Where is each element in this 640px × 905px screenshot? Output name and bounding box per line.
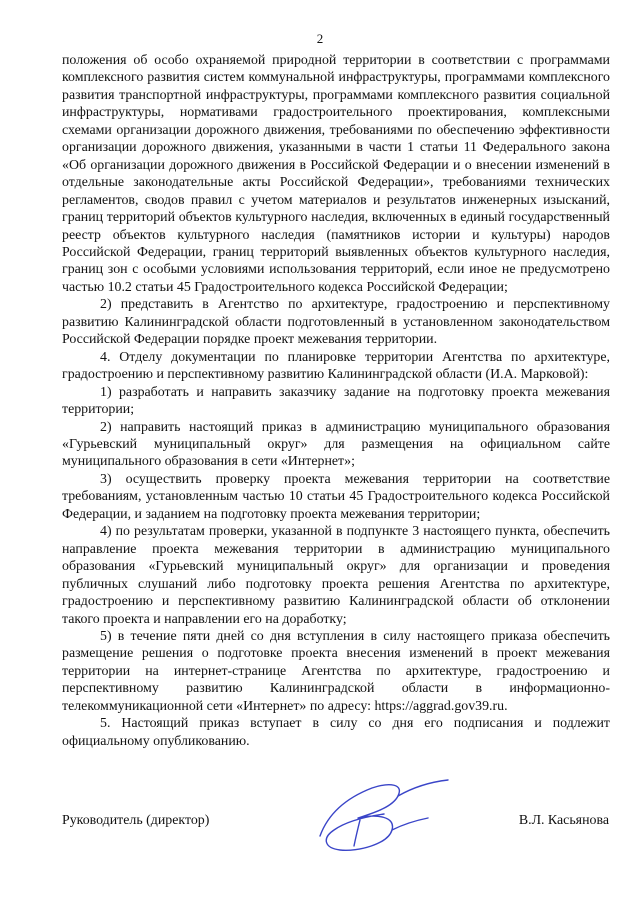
paragraph-section-4: 4. Отделу документации по планировке территории Агентства по архитектуре, градостроению и перспективному развитию Калининградской области (И.А. Марковой): (62, 349, 610, 383)
signatory-position: Руководитель (директор) (62, 813, 210, 828)
page-number: 2 (316, 31, 324, 46)
paragraph-section-4-item-1: 1) разработать и направить заказчику задание на подготовку проекта межевания территории; (62, 384, 610, 418)
paragraph-item-2-submit-project: 2) представить в Агентство по архитектуре, градостроению и перспективному развитию Калининградской области подготовленный в установленном законодательством Российской Федерации порядке проект межевания территории. (62, 297, 610, 348)
paragraph-section-4-item-3: 3) осуществить проверку проекта межевания территории на соответствие требованиям, установленным частью 10 статьи 45 Градостроительного кодекса Российской Федерации, и заданием на подготовку проекта межевания территории; (62, 471, 610, 522)
paragraph-continuation: положения об особо охраняемой природной территории в соответствии с программами комплексного развития систем коммунальной инфраструктуры, программами комплексного развития транспортной инфраструктуры, программами комплексного развития социальной инфраструктуры, нормативами градостроительного проектирования, комплексными схемами организации дорожного движения, требованиями по обеспечению эффективности организации дорожного движения, указанными в части 1 статьи 11 Федерального закона «Об организации дорожного движения в Российской Федерации и о внесении изменений в отдельные законодательные акты Российской Федерации», требованиями технических регламентов, сводов правил с учетом материалов и результатов инженерных изысканий, границ территорий объектов культурного наследия, включенных в единый государственный реестр объектов культурного наследия (памятников истории и культуры) народов Российской Федерации, границ территорий выявленных объектов культурного наследия, границ зон с особыми условиями использования территорий, если иное не предусмотрено частью 10.2 статьи 45 Градостроительного кодекса Российской Федерации; (62, 53, 610, 295)
paragraph-section-4-item-4: 4) по результатам проверки, указанной в подпункте 3 настоящего пункта, обеспечить направление проекта межевания территории в администрацию муниципального образования «Гурьевский муниципальный округ» для организации и проведения публичных слушаний либо подготовку проекта решения Агентства по архитектуре, градостроению и перспективному развитию Калининградской области об отклонении такого проекта и направлении его на доработку; (62, 524, 610, 627)
paragraph-section-4-item-2: 2) направить настоящий приказ в администрацию муниципального образования «Гурьевский муниципальный округ» для размещения на официальном сайте муниципального образования в сети «Интернет»; (62, 419, 610, 470)
paragraph-section-5: 5. Настоящий приказ вступает в силу со дня его подписания и подлежит официальному опубликованию. (62, 716, 610, 749)
signatory-name: В.Л. Касьянова (518, 813, 609, 828)
paragraph-section-4-item-5: 5) в течение пяти дней со дня вступления в силу настоящего приказа обеспечить размещение решения о подготовке проекта внесения изменений в проект межевания территории на интернет-странице Агентства по архитектуре, градостроению и перспективному развитию Калининградской области в информационно-телекоммуникационной сети «Интернет» по адресу: https://aggrad.gov39.ru. (62, 628, 610, 714)
document-body (62, 52, 610, 750)
handwritten-signature (300, 774, 460, 858)
